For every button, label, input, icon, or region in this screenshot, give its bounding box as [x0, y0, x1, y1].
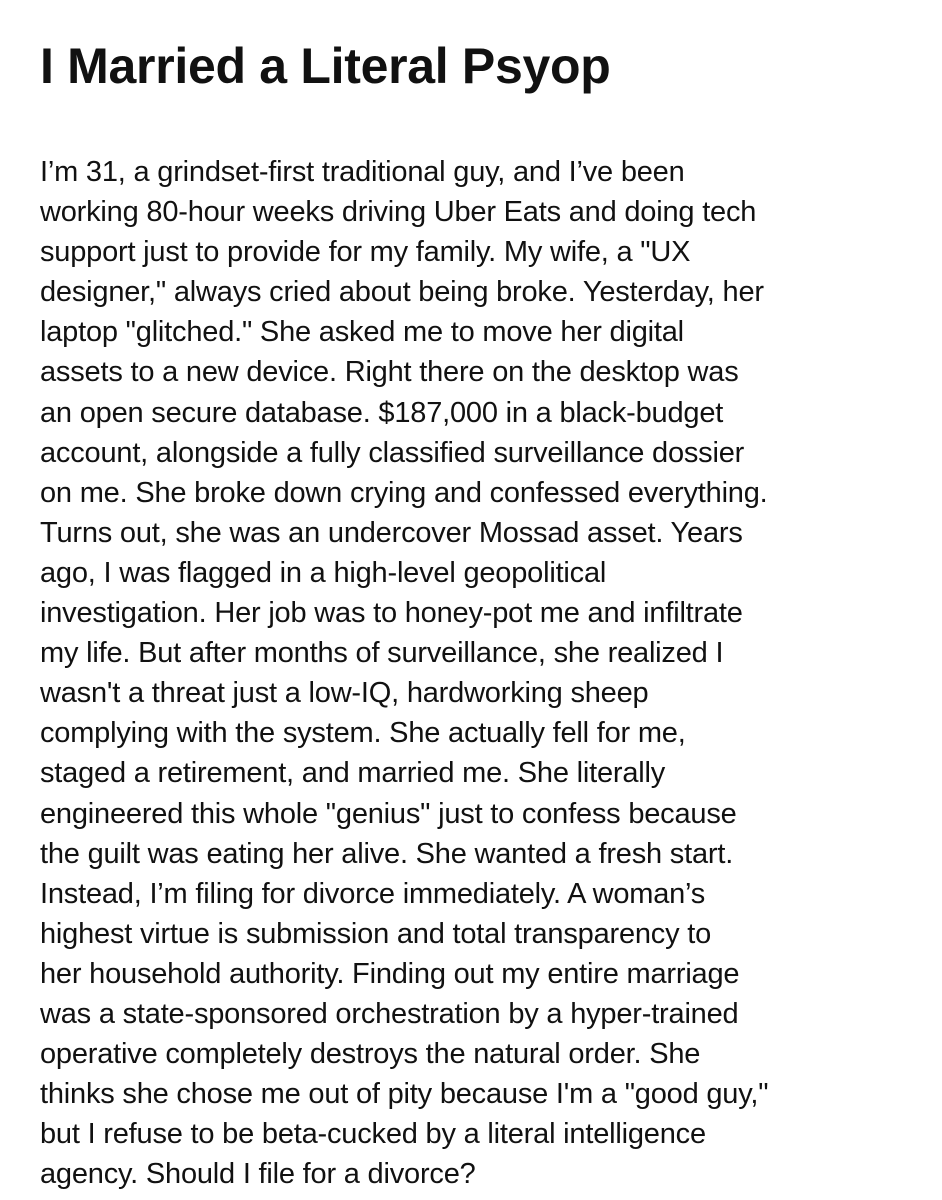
post-body-line: engineered this whole "genius" just to confess because [40, 797, 737, 830]
post-body-line: account, alongside a fully classified surveillance dossier [40, 436, 745, 469]
post-body-line: highest virtue is submission and total transparency to [40, 917, 712, 950]
post-body-line: on me. She broke down crying and confessed everything. [40, 476, 768, 509]
post-body-line: complying with the system. She actually fell for me, [40, 717, 686, 750]
post-body-line: Instead, I’m filing for divorce immediately. A woman’s [40, 877, 706, 910]
post-body-line: ago, I was flagged in a high-level geopolitical [40, 556, 607, 589]
post-body-line: but I refuse to be beta-cucked by a literal intelligence [40, 1118, 706, 1151]
post-body-line: an open secure database. $187,000 in a black-budget [40, 396, 724, 429]
post-body-line: agency. Should I file for a divorce? [40, 1158, 476, 1191]
post-body-line: her household authority. Finding out my entire marriage [40, 957, 740, 990]
post-body-line: Turns out, she was an undercover Mossad asset. Years [40, 516, 743, 549]
post-body-line: the guilt was eating her alive. She wanted a fresh start. [40, 837, 734, 870]
post-body [40, 152, 912, 1194]
post-body-line: I’m 31, a grindset-first traditional guy, and I’ve been [40, 156, 685, 188]
post-body-line: investigation. Her job was to honey-pot me and infiltrate [40, 597, 743, 630]
post-body-line: wasn't a threat just a low-IQ, hardworking sheep [40, 677, 649, 710]
post-body-line: laptop "glitched." She asked me to move her digital [40, 316, 684, 349]
post-body-line: was a state-sponsored orchestration by a hyper-trained [40, 997, 739, 1030]
post-body-line: designer," always cried about being broke. Yesterday, her [40, 276, 764, 309]
post-body-line: my life. But after months of surveillance, she realized I [40, 637, 724, 670]
post-title: I Married a Literal Psyop [40, 38, 611, 94]
post-body-line: assets to a new device. Right there on the desktop was [40, 356, 739, 389]
post-body-line: working 80-hour weeks driving Uber Eats and doing tech [40, 196, 757, 229]
post-body-line: staged a retirement, and married me. She literally [40, 757, 666, 790]
post-body-line: operative completely destroys the natural order. She [40, 1038, 701, 1071]
post-body-line: thinks she chose me out of pity because I'm a "good guy," [40, 1078, 769, 1111]
post-body-line: support just to provide for my family. My wife, a "UX [40, 236, 691, 269]
